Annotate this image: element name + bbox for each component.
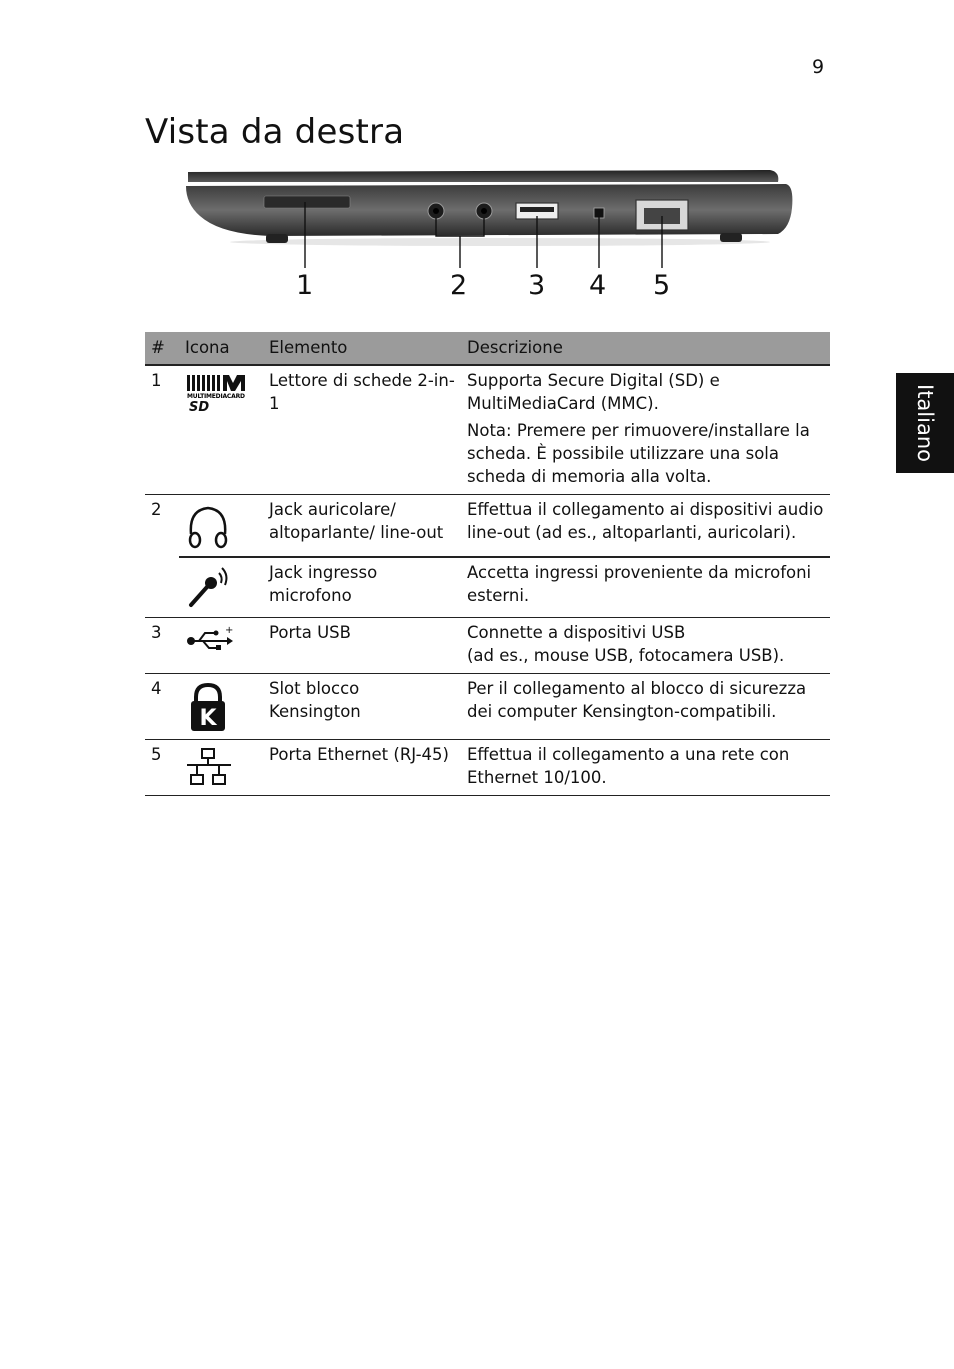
- row-description: Per il collegamento al blocco di sicurezza dei computer Kensington-compatibili.: [461, 674, 830, 740]
- table-row: [145, 557, 830, 618]
- header-icon: Icona: [179, 332, 263, 365]
- row-description: Effettua il collegamento ai dispositivi audio line-out (ad es., altoparlanti, auricolari).: [461, 495, 830, 558]
- row-element: Porta USB: [263, 618, 461, 674]
- row-num: 3: [145, 618, 179, 674]
- row-num: 5: [145, 740, 179, 796]
- header-element: Elemento: [263, 332, 461, 365]
- row-num: 1: [145, 365, 179, 495]
- row-num: [145, 557, 179, 618]
- row-description: [461, 365, 830, 495]
- svg-text:+: +: [225, 625, 234, 636]
- laptop-lid: [188, 170, 778, 182]
- row-num: 4: [145, 674, 179, 740]
- laptop-right-side-illustration: [180, 160, 800, 315]
- description-note: [467, 419, 824, 488]
- microphone-icon: [179, 557, 263, 618]
- usb-icon: [179, 618, 263, 674]
- ports-table: [145, 332, 830, 796]
- header-description: Descrizione: [461, 332, 830, 365]
- row-element: Jack auricolare/ altoparlante/ line-out: [263, 495, 461, 558]
- callout-3: 3: [528, 270, 546, 301]
- language-tab-label: Italiano: [913, 384, 937, 462]
- page-title: Vista da destra: [145, 112, 405, 152]
- row-element: Porta Ethernet (RJ-45): [263, 740, 461, 796]
- row-element: Jack ingresso microfono: [263, 557, 461, 618]
- note-label: Nota:: [467, 421, 512, 440]
- row-num: 2: [151, 500, 162, 519]
- table-row: [145, 495, 830, 558]
- kensington-lock-icon: [179, 674, 263, 740]
- row-element: Lettore di schede 2-in-1: [263, 365, 461, 495]
- language-tab: [896, 373, 954, 473]
- ethernet-icon: [179, 740, 263, 796]
- table-row: [145, 365, 830, 495]
- callout-5: 5: [653, 270, 671, 301]
- table-header-row: [145, 332, 830, 365]
- card-slot: [264, 196, 350, 208]
- callout-2: 2: [450, 270, 468, 301]
- description-text: Supporta Secure Digital (SD) e MultiMediaCard (MMC).: [467, 371, 720, 413]
- description-line: Connette a dispositivi USB: [467, 623, 686, 642]
- callout-4: 4: [589, 270, 607, 301]
- table-row: [145, 740, 830, 796]
- table-row: [145, 618, 830, 674]
- row-element: Slot blocco Kensington: [263, 674, 461, 740]
- header-num: #: [145, 332, 179, 365]
- page-number: 9: [812, 56, 825, 78]
- row-description: Accetta ingressi proveniente da microfoni esterni.: [461, 557, 830, 618]
- description-line: (ad es., mouse USB, fotocamera USB).: [467, 646, 785, 665]
- headphones-icon: [179, 495, 263, 558]
- note-text: Premere per rimuovere/installare la scheda. È possibile utilizzare una sola scheda di memoria alla volta.: [467, 421, 810, 486]
- row-description: Effettua il collegamento a una rete con Ethernet 10/100.: [461, 740, 830, 796]
- sd-mmc-card-icon: [179, 365, 263, 495]
- svg-text:SD: SD: [189, 400, 210, 413]
- svg-text:K: K: [199, 706, 217, 731]
- row-description: [461, 618, 830, 674]
- callout-1: 1: [296, 270, 314, 301]
- svg-text:MULTIMEDIACARD: MULTIMEDIACARD: [187, 393, 245, 400]
- table-row: [145, 674, 830, 740]
